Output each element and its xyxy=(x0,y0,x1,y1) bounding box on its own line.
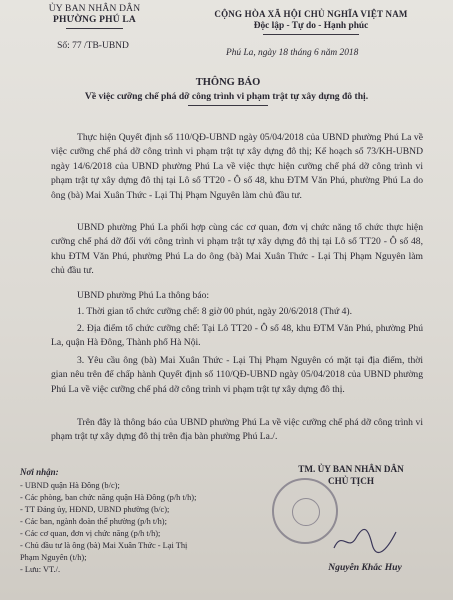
subtitle-underline xyxy=(188,105,268,106)
item-text: 3. Yêu cầu ông (bà) Mai Xuân Thức - Lại Thị Phạm Nguyên có mặt tại địa điểm, thời gian nêu trên để chấp hành Quyết định số 110/QĐ-UBND ngày 05/04/2018 của UBND phường Phú La về việc cưỡng chế phá dỡ công trình vi phạm trật tự xây dựng đô thị. xyxy=(51,355,423,395)
notice-item-3 xyxy=(51,354,423,397)
agency-name: ỦY BAN NHÂN DÂN xyxy=(48,4,141,14)
closing-paragraph xyxy=(51,416,423,445)
paragraph-text: Trên đây là thông báo của UBND phường Phú La về việc cưỡng chế phá dỡ công trình vi phạm trật tự xây dựng đô thị trên địa bàn phường Phú La./. xyxy=(51,417,423,443)
recipient-item: - Các phòng, ban chức năng quận Hà Đông (p/h t/h); xyxy=(20,493,197,502)
document-subtitle: Về việc cưỡng chế phá dỡ công trình vi phạm trật tự xây dựng đô thị. xyxy=(84,91,369,102)
recipient-item: - Chủ đầu tư là ông (bà) Mai Xuân Thức - Lại Thị xyxy=(20,541,188,550)
ward-name: PHƯỜNG PHÚ LA xyxy=(53,15,136,25)
paragraph-text: UBND phường Phú La phối hợp cùng các cơ quan, đơn vị chức năng tổ chức thực hiện cưỡng chế phá dỡ đối với công trình vi phạm trật tự xây dựng đô thị tại Lô số TT20 - Ô số 48, khu ĐTM Văn Phú, phường Phú La do ông (bà) Mai Xuân Thức - Lại Thị Phạm Nguyên làm chủ đầu tư. xyxy=(51,222,423,277)
document-title: THÔNG BÁO xyxy=(195,77,261,88)
handwritten-signature-icon xyxy=(330,522,400,560)
recipient-item: - Các ban, ngành đoàn thể phường (p/h t/h); xyxy=(20,517,167,526)
document-date: Phú La, ngày 18 tháng 6 năm 2018 xyxy=(226,48,359,58)
signature-position: CHỦ TỊCH xyxy=(327,476,375,486)
notice-item-1 xyxy=(51,305,423,319)
body-paragraph-2 xyxy=(51,221,423,279)
recipients-heading: Nơi nhận: xyxy=(20,467,59,477)
header-left-underline xyxy=(66,28,123,29)
national-motto: Độc lập - Tự do - Hạnh phúc xyxy=(253,21,369,31)
official-seal xyxy=(272,478,338,544)
item-text: 1. Thời gian tổ chức cưỡng chế: 8 giờ 00 phút, ngày 20/6/2018 (Thứ 4). xyxy=(77,306,352,317)
recipient-item: - Lưu: VT./. xyxy=(20,565,61,574)
header-right-underline xyxy=(263,34,359,35)
paragraph-text: Thực hiện Quyết định số 110/QĐ-UBND ngày 05/04/2018 của UBND phường Phú La về việc cưỡng chế phá dỡ công trình vi phạm trật tự xây dựng đô thị; Kế hoạch số 73/KH-UBND ngày 14/6/2018 của UBND phường Phú La về việc thực hiện cưỡng chế phá dỡ công trình vi phạm trật tự xây dựng đô thị tại Lô số TT20 - Ô số 48, khu ĐTM Văn Phú, phường Phú La do ông (bà) Mai Xuân Thức - Lại Thị Phạm Nguyên làm chủ đầu tư. xyxy=(51,132,423,201)
recipient-item: - UBND quận Hà Đông (b/c); xyxy=(20,481,120,490)
recipient-item: Phạm Nguyên (t/h); xyxy=(20,553,87,562)
document-number: Số: 77 /TB-UBND xyxy=(57,41,129,51)
national-title: CỘNG HÒA XÃ HỘI CHỦ NGHĨA VIỆT NAM xyxy=(214,9,408,19)
recipient-item: - TT Đảng ủy, HĐND, UBND phường (b/c); xyxy=(20,505,170,514)
item-text: 2. Địa điểm tổ chức cưỡng chế: Tại Lô TT20 - Ô số 48, khu ĐTM Văn Phú, phường Phú La, quận Hà Đông, Thành phố Hà Nội. xyxy=(51,323,423,349)
signatory-name: Nguyễn Khắc Huy xyxy=(328,562,402,573)
notice-item-2 xyxy=(51,322,423,351)
recipient-item: - Các cơ quan, đơn vị chức năng (p/h t/h); xyxy=(20,529,161,538)
paragraph-text: UBND phường Phú La thông báo: xyxy=(77,290,210,301)
signature-on-behalf: TM. ỦY BAN NHÂN DÂN xyxy=(298,464,404,474)
body-paragraph-1 xyxy=(51,131,423,203)
body-paragraph-3 xyxy=(51,289,423,303)
